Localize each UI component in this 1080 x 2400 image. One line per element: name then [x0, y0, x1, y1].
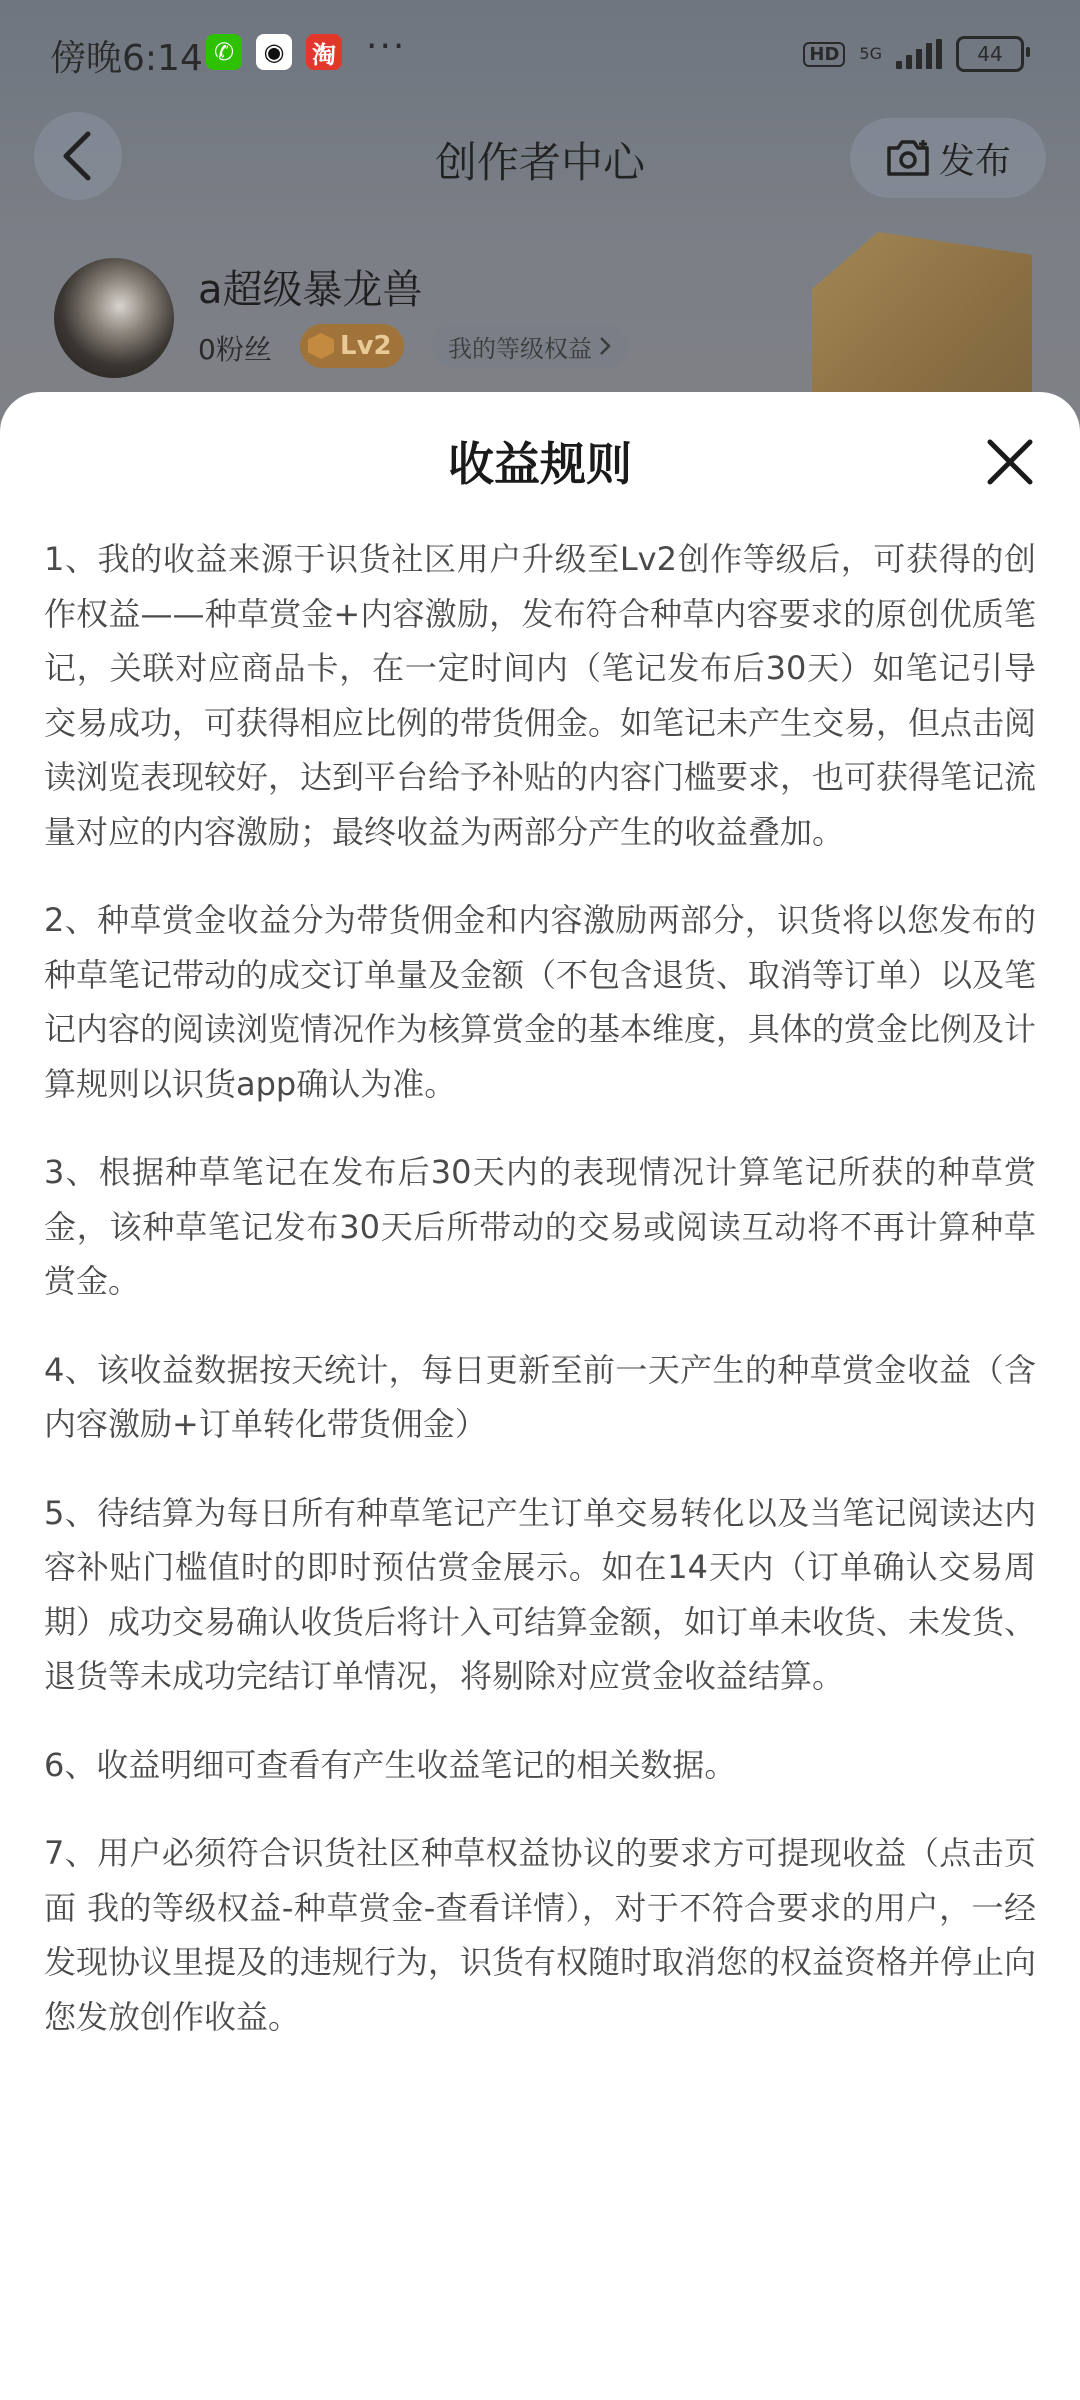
publish-button[interactable] — [850, 118, 1046, 198]
wechat-icon: ✆ — [206, 34, 242, 70]
network-type: 5G — [859, 44, 882, 63]
publish-label: 发布 — [938, 140, 1011, 182]
level-benefits-link[interactable] — [432, 324, 628, 368]
rule-item: 2、种草赏金收益分为带货佣金和内容激励两部分，识货将以您发布的种草笔记带动的成交订单量及金额（不包含退货、取消等订单）以及笔记内容的阅读浏览情况作为核算赏金的基本维度，具体的赏金比例及计算规则以识货app确认为准。 — [44, 901, 1037, 1103]
rules-list — [44, 532, 1036, 2078]
status-right — [803, 36, 1024, 72]
more-notifications-icon: ··· — [366, 26, 407, 67]
rule-item: 4、该收益数据按天统计，每日更新至前一天产生的种草赏金收益（含内容激励+订单转化带货佣金） — [44, 1350, 1036, 1443]
taobao-icon: 淘 — [306, 34, 342, 70]
page-title: 创作者中心 — [434, 138, 645, 187]
rule-item: 3、根据种草笔记在发布后30天内的表现情况计算笔记所获的种草赏金，该种草笔记发布30天后所带动的交易或阅读互动将不再计算种草赏金。 — [44, 1153, 1036, 1300]
sheet-title: 收益规则 — [448, 437, 632, 491]
signal-icon — [896, 39, 942, 69]
level-hexagon-icon — [308, 333, 334, 359]
level-badge — [300, 324, 404, 368]
status-time: 傍晚6:14 — [50, 38, 203, 79]
status-bar — [0, 0, 1080, 108]
username: a超级暴龙兽 — [198, 267, 423, 313]
hd-icon: HD — [803, 42, 845, 67]
fans-count[interactable]: 0粉丝 — [198, 333, 272, 366]
level-label: Lv2 — [340, 331, 392, 361]
battery-level: 44 — [977, 42, 1003, 66]
camera-plus-icon — [885, 138, 931, 178]
close-icon[interactable] — [980, 432, 1040, 492]
chevron-right-icon — [598, 335, 612, 357]
rule-item: 5、待结算为每日所有种草笔记产生订单交易转化以及当笔记阅读达内容补贴门槛值时的即时预估赏金展示。如在14天内（订单确认交易周期）成功交易确认收货后将计入可结算金额，如订单未收货、未发货、退货等未成功完结订单情况，将剔除对应赏金收益结算。 — [44, 1493, 1037, 1695]
rule-item: 7、用户必须符合识货社区种草权益协议的要求方可提现收益（点击页面 我的等级权益-种草赏金-查看详情），对于不符合要求的用户，一经发现协议里提及的违规行为，识货有权随时取消您的权益资格并停止向您发放创作收益。 — [44, 1834, 1037, 2036]
qq-icon: ◉ — [256, 34, 292, 70]
battery-icon — [956, 36, 1024, 72]
header-bar — [0, 108, 1080, 204]
rule-item: 6、收益明细可查看有产生收益笔记的相关数据。 — [44, 1745, 737, 1784]
earnings-rules-sheet — [0, 392, 1080, 2400]
level-benefits-label: 我的等级权益 — [448, 334, 592, 363]
rule-item: 1、我的收益来源于识货社区用户升级至Lv2创作等级后，可获得的创作权益——种草赏金+内容激励，发布符合种草内容要求的原创优质笔记，关联对应商品卡，在一定时间内（笔记发布后30天）如笔记引导交易成功，可获得相应比例的带货佣金。如笔记未产生交易，但点击阅读浏览表现较好，达到平台给予补贴的内容门槛要求，也可获得笔记流量对应的内容激励；最终收益为两部分产生的收益叠加。 — [44, 540, 1037, 851]
avatar[interactable] — [54, 258, 174, 378]
status-app-icons — [206, 34, 342, 70]
